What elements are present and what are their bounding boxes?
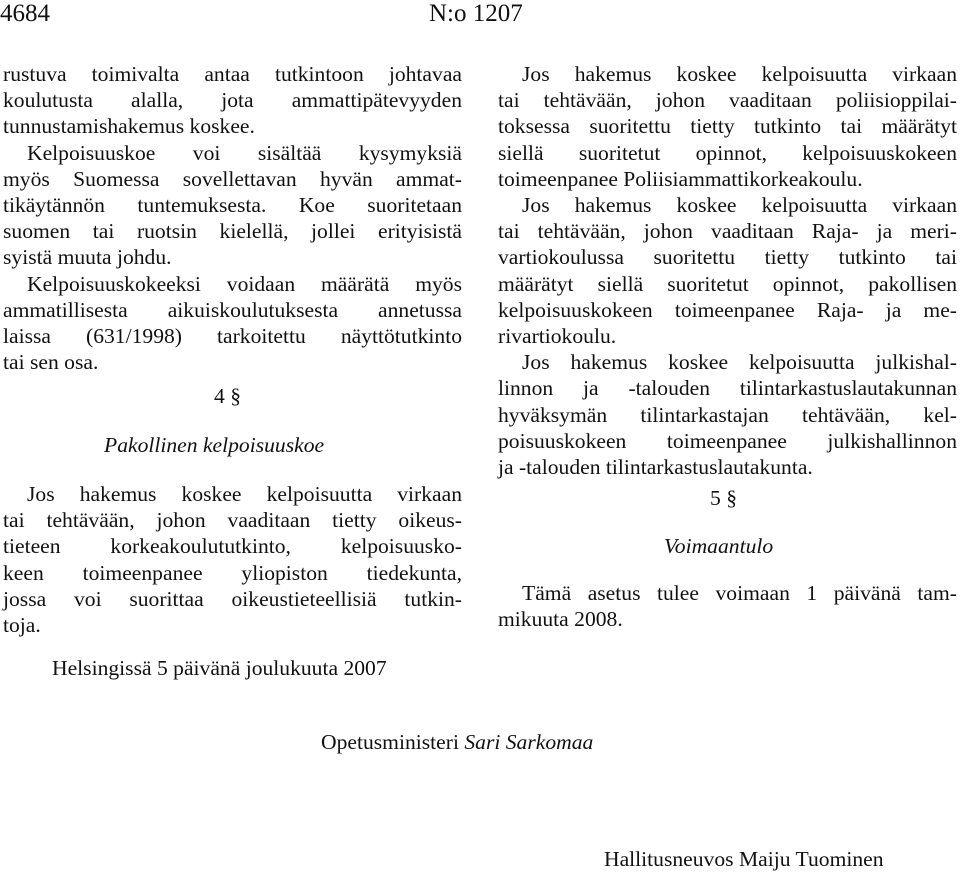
text-line: vartiokoulussa suoritettu tietty tutkinto tai [498,245,957,270]
text-line: suomen tai ruotsin kielellä, jollei erityisistä [3,219,462,244]
text-line: ja -talouden tilintarkastuslautakunta. [498,455,813,480]
document-number: N:o 1207 [429,0,523,27]
section-5-title: Voimaantulo [664,534,774,558]
text-line: rivartiokoulu. [498,324,617,349]
text-line: koulutusta alalla, jota ammattipätevyyden [3,88,462,113]
text-line: tieteen korkeakoulututkinto, kelpoisuusko- [3,534,462,559]
text-line: toimeenpanee Poliisiammattikorkeakoulu. [498,166,863,191]
text-line: siellä suoritetut opinnot, kelpoisuuskokeen [498,140,957,165]
text-line: Jos hakemus koskee kelpoisuutta virkaan [522,62,957,86]
text-line: tikäytännön tuntemuksesta. Koe suoritetaan [3,193,462,218]
section-4-number: 4 § [214,384,241,408]
text-line: rustuva toimivalta antaa tutkintoon johtavaa [3,62,462,86]
minister-title: Opetusministeri [321,730,459,754]
text-line: mikuuta 2008. [498,607,623,632]
right-column [498,61,957,480]
intro-paragraph [3,61,462,140]
paragraph [3,481,462,638]
paragraph [498,349,957,480]
paragraph [498,580,957,632]
text-line: poisuuskokeen toimeenpanee julkishallinnon [498,428,957,453]
paragraph [3,140,462,271]
paragraph [3,271,462,376]
text-line: kelpoisuuskokeen toimeenpanee Raja- ja me- [498,297,957,322]
text-line: ammatillisesta aikuiskoulutuksesta annetussa [3,297,462,322]
minister-signature [321,729,593,755]
right-column-lower [498,580,957,632]
text-line: linnon ja -talouden tilintarkastuslautakunnan [498,376,957,401]
section-5-number: 5 § [710,486,737,510]
left-column [3,61,462,375]
counsellor-signature: Hallitusneuvos Maiju Tuominen [604,847,884,871]
text-line: keen toimeenpanee yliopiston tiedekunta, [3,560,462,585]
paragraph [498,192,957,349]
text-line: tunnustamishakemus koskee. [3,114,255,139]
text-line: laissa (631/1998) tarkoitettu näyttötutkinto [3,324,462,349]
text-line: toksessa suoritettu tietty tutkinto tai määrätyt [498,114,957,139]
text-line: hyväksymän tilintarkastajan tehtävään, kel- [498,402,957,427]
text-line: määrätyt siellä suoritetut opinnot, pakollisen [498,271,957,296]
text-line: myös Suomessa sovellettavan hyvän ammat- [3,166,462,191]
text-line: Jos hakemus koskee kelpoisuutta julkishal- [522,350,957,375]
left-column-lower [3,481,462,638]
place-and-date: Helsingissä 5 päivänä joulukuuta 2007 [52,656,387,680]
text-line: tai tehtävään, johon vaaditaan Raja- ja meri- [498,219,957,244]
text-line: syistä muuta johdu. [3,245,172,270]
section-4-title: Pakollinen kelpoisuuskoe [104,433,325,457]
text-line: Tämä asetus tulee voimaan 1 päivänä tam- [522,581,957,605]
paragraph [498,61,957,192]
text-line: toja. [3,613,41,638]
text-line: Kelpoisuuskoe voi sisältää kysymyksiä [27,140,462,165]
text-line: tai tehtävään, johon vaaditaan tietty oikeus- [3,508,462,533]
text-line: Kelpoisuuskokeeksi voidaan määrätä myös [27,271,462,296]
page-number: 4684 [0,0,50,27]
text-line: Jos hakemus koskee kelpoisuutta virkaan [27,482,462,506]
text-line: Jos hakemus koskee kelpoisuutta virkaan [522,193,957,218]
text-line: jossa voi suorittaa oikeustieteellisiä tutkin- [3,586,462,611]
text-line: tai tehtävään, johon vaaditaan poliisioppilai- [498,88,957,113]
minister-name: Sari Sarkomaa [464,730,594,754]
text-line: tai sen osa. [3,350,99,375]
